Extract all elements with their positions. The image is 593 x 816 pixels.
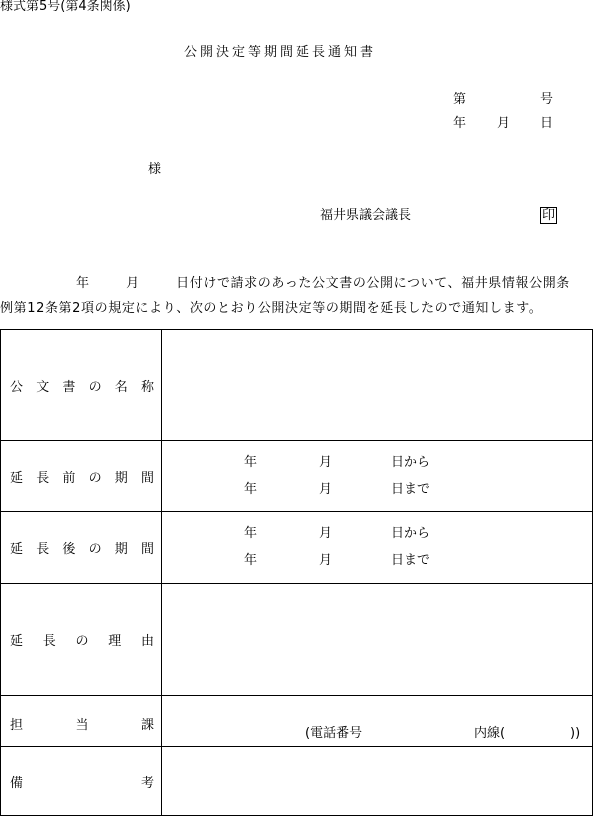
body-line-2: 例第12条第2項の規定により、次のとおり公開決定等の期間を延長したので通知します。 [0, 301, 543, 316]
label-char: の [75, 634, 89, 649]
period-text: 日まで [391, 482, 431, 497]
label-char: 長 [42, 634, 56, 649]
details-table [0, 329, 593, 816]
period-text: 年 [244, 455, 258, 470]
label-char: 間 [140, 542, 154, 557]
period-text: 月 [319, 455, 333, 470]
value-document-name[interactable] [162, 330, 593, 441]
label-char: 後 [62, 542, 76, 557]
body-month: 月 [126, 276, 140, 291]
period-text: 年 [244, 482, 258, 497]
addressee-suffix: 様 [148, 162, 162, 177]
label-char: 延 [10, 470, 24, 486]
period-text: 年 [244, 553, 258, 568]
row-period-after [1, 512, 593, 584]
row-period-before [1, 441, 593, 512]
label-char: の [88, 470, 102, 486]
label-char: 期 [114, 470, 128, 486]
label-char: 長 [36, 542, 50, 557]
label-char: 当 [75, 718, 89, 733]
extension-close: )) [570, 726, 581, 741]
label-char: 延 [10, 634, 24, 649]
issuer-name: 福井県議会議長 [320, 208, 412, 223]
label-char: 考 [140, 775, 154, 791]
label-char: の [88, 542, 102, 557]
row-reason [1, 584, 593, 696]
period-text: 月 [319, 526, 333, 541]
doc-date-month: 月 [497, 116, 511, 131]
label-department [1, 696, 162, 747]
value-remarks[interactable] [162, 747, 593, 816]
doc-number-dai: 第 [453, 92, 467, 107]
label-char: 前 [62, 470, 76, 486]
seal-mark: 印 [542, 208, 556, 223]
label-reason [1, 584, 162, 696]
value-period-before[interactable] [162, 441, 593, 512]
period-text: 日まで [391, 553, 431, 568]
period-text: 月 [319, 553, 333, 568]
label-document-name [1, 330, 162, 441]
label-char: 称 [140, 379, 154, 395]
period-text: 月 [319, 482, 333, 497]
extension-label: 内線( [474, 726, 506, 741]
label-char: 公 [10, 379, 24, 395]
label-char: 理 [108, 634, 122, 649]
value-reason[interactable] [162, 584, 593, 696]
label-char: 名 [114, 379, 128, 395]
period-text: 年 [244, 526, 258, 541]
label-char: 間 [140, 470, 154, 486]
doc-date-day: 日 [540, 116, 554, 131]
label-char: 由 [140, 634, 154, 649]
label-char: 長 [36, 470, 50, 486]
label-char: の [88, 379, 102, 395]
label-char: 期 [114, 542, 128, 557]
label-char: 延 [10, 542, 24, 557]
document-title: 公開決定等期間延長通知書 [184, 45, 377, 60]
phone-label: (電話番号 [305, 726, 363, 741]
label-remarks [1, 747, 162, 816]
body-line-1 [76, 277, 570, 290]
doc-date-year: 年 [453, 116, 467, 131]
row-department [1, 696, 593, 747]
value-department[interactable] [162, 696, 593, 747]
body-year: 年 [76, 276, 90, 291]
doc-number-go: 号 [540, 92, 554, 107]
label-char: 課 [140, 718, 154, 733]
value-period-after[interactable] [162, 512, 593, 584]
period-text: 日から [391, 455, 431, 470]
label-char: 備 [10, 775, 24, 791]
label-period-before [1, 441, 162, 512]
body-rest: 日付けで請求のあった公文書の公開について、福井県情報公開条 [176, 276, 570, 291]
form-id: 様式第5号(第4条関係) [0, 0, 131, 14]
label-period-after [1, 512, 162, 584]
row-remarks [1, 747, 593, 816]
label-char: 文 [36, 379, 50, 395]
label-char: 担 [10, 718, 24, 733]
label-char: 書 [62, 379, 76, 395]
row-document-name [1, 330, 593, 441]
period-text: 日から [391, 526, 431, 541]
